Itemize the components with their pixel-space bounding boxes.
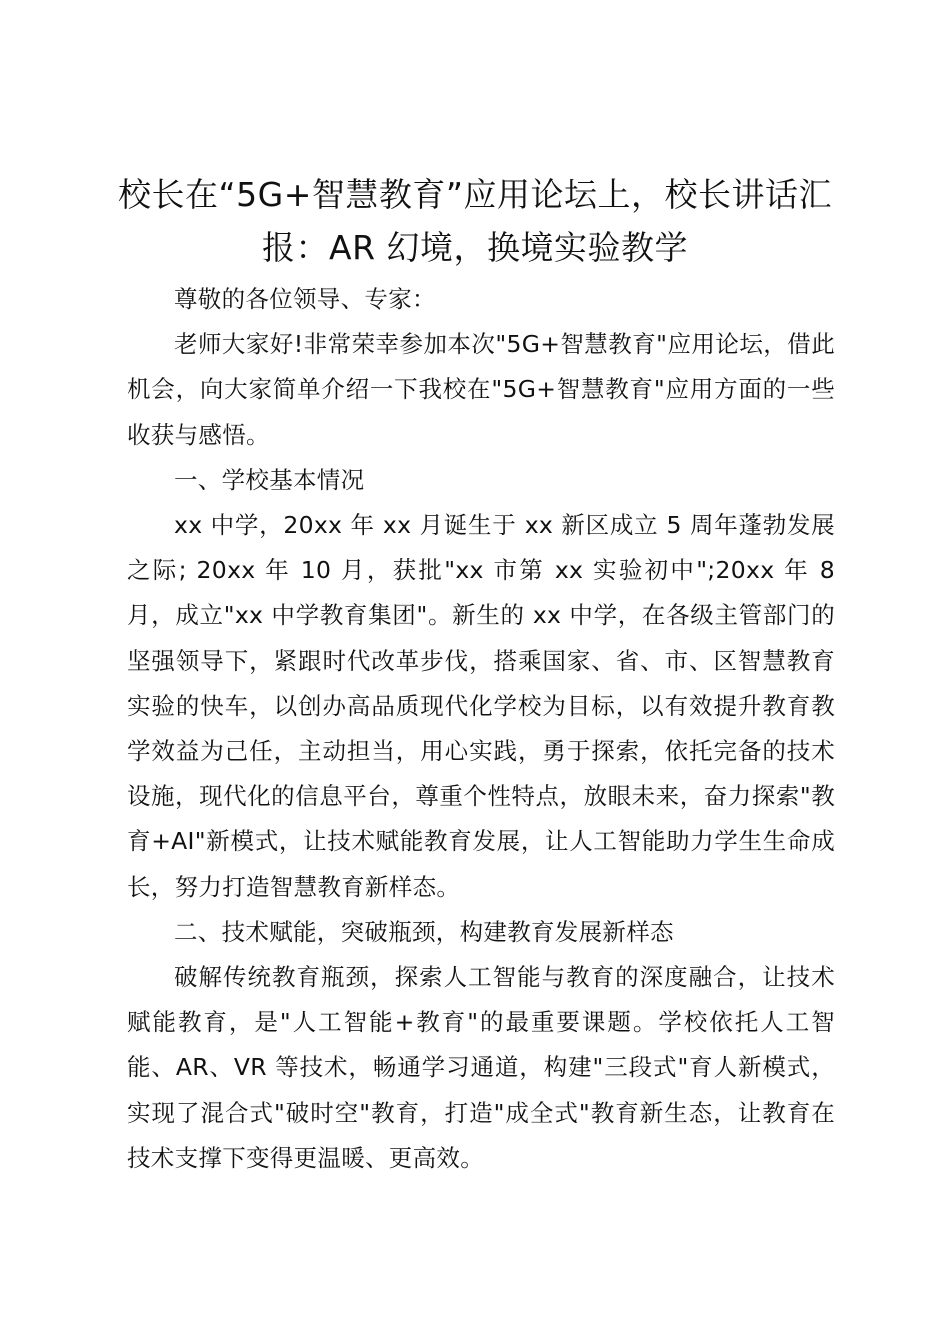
document-body xyxy=(127,277,835,1181)
salutation: 尊敬的各位领导、专家： xyxy=(174,285,436,313)
intro-paragraph: 老师大家好!非常荣幸参加本次"5G+智慧教育"应用论坛，借此机会，向大家简单介绍一下我校在"5G+智慧教育"应用方面的一些收获与感悟。 xyxy=(127,330,835,449)
section-paragraph-1: xx 中学，20xx 年 xx 月诞生于 xx 新区成立 5 周年蓬勃发展之际; 20xx 年 10 月，获批"xx 市第 xx 实验初中";20xx 年 8 月，成立"xx 中学教育集团"。新生的 xx 中学，在各级主管部门的坚强领导下，紧跟时代改革步伐，搭乘国家、省、市、区智慧教育实验的快车，以创办高品质现代化学校为目标，以有效提升教育教学效益为己任，主动担当，用心实践，勇于探索，依托完备的技术设施，现代化的信息平台，尊重个性特点，放眼未来，奋力探索"教育+AI"新模式，让技术赋能教育发展，让人工智能助力学生生命成长，努力打造智慧教育新样态。 xyxy=(127,511,835,901)
section-heading-2: 二、技术赋能，突破瓶颈，构建教育发展新样态 xyxy=(174,917,674,946)
document-title: 校长在“5G+智慧教育”应用论坛上，校长讲话汇报：AR 幻境，换境实验教学 xyxy=(118,175,832,267)
section-paragraph-2: 破解传统教育瓶颈，探索人工智能与教育的深度融合，让技术赋能教育，是"人工智能+教育"的最重要课题。学校依托人工智能、AR、VR 等技术，畅通学习通道，构建"三段式"育人新模式，实现了混合式"破时空"教育，打造"成全式"教育新生态，让教育在技术支撑下变得更温暖、更高效。 xyxy=(127,963,835,1172)
section-heading-1: 一、学校基本情况 xyxy=(174,465,365,494)
